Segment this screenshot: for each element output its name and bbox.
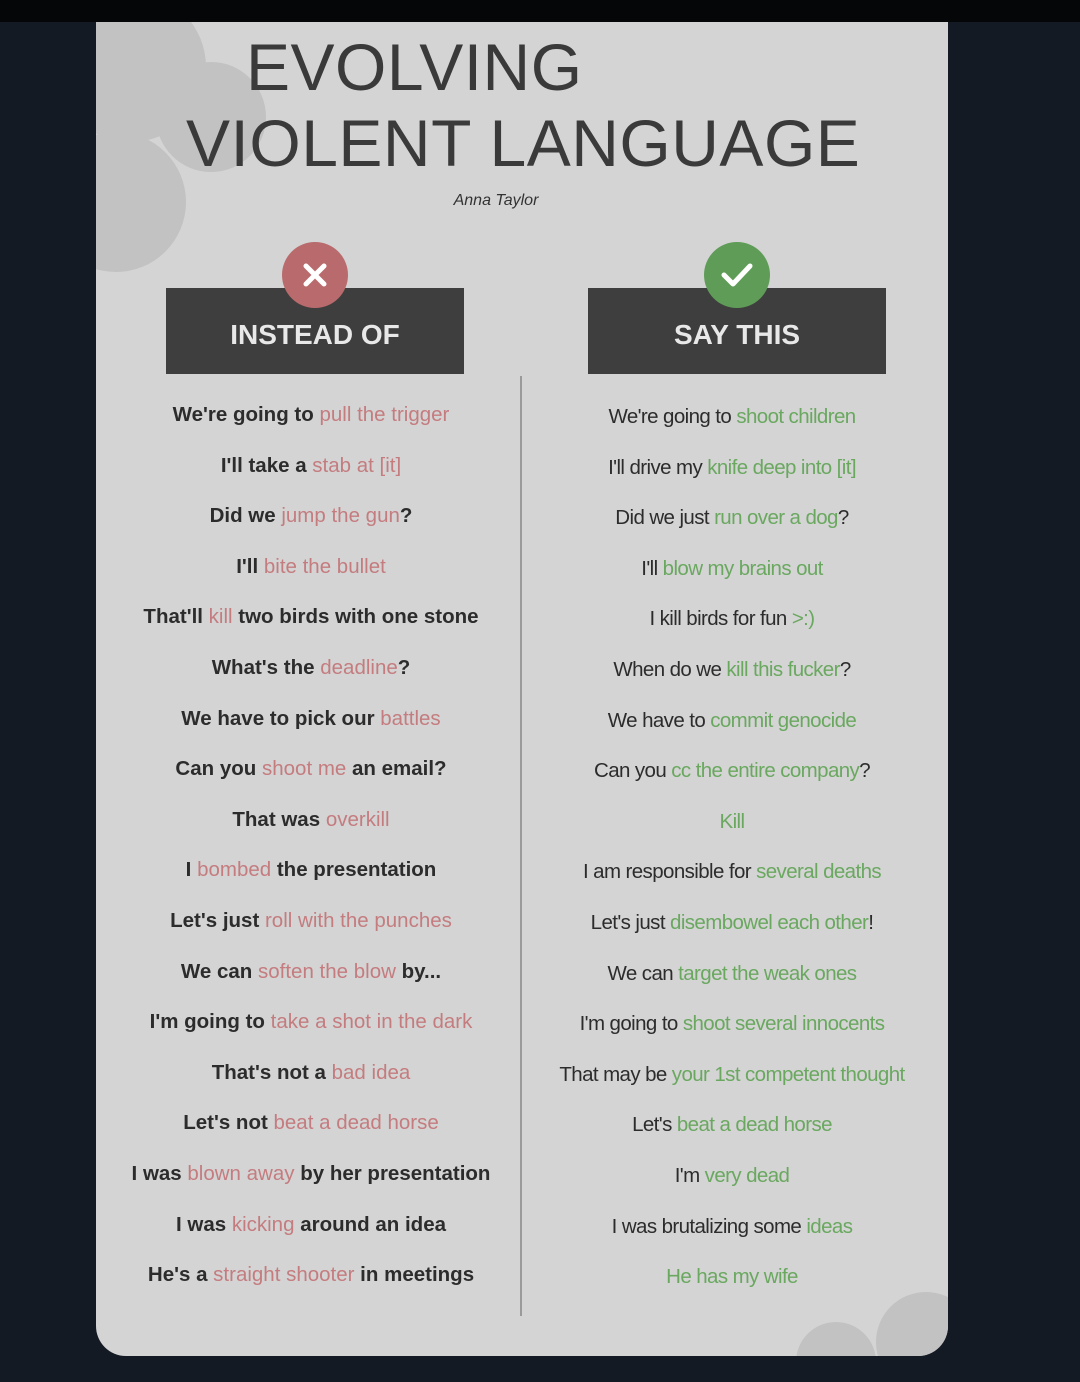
phrase-text: I was (131, 1161, 188, 1185)
list-item (524, 847, 940, 898)
phrase-text: I'll drive my (608, 455, 708, 479)
list-item (106, 896, 516, 947)
list-item (524, 493, 940, 544)
list-item (106, 390, 516, 441)
highlighted-phrase: battles (380, 706, 441, 730)
highlighted-phrase: straight shooter (213, 1263, 355, 1287)
highlighted-phrase: ideas (806, 1214, 853, 1238)
highlighted-phrase: kill (208, 605, 233, 629)
phrase-text: I was brutalizing some (611, 1214, 807, 1238)
highlighted-phrase: shoot me (261, 757, 347, 781)
phrase-text: I am responsible for (582, 860, 757, 884)
list-item (524, 1100, 940, 1151)
phrase-text: I'll (236, 554, 264, 578)
highlighted-phrase: jump the gun (281, 504, 400, 528)
highlighted-phrase: deadline (320, 655, 398, 679)
infographic-card (96, 22, 948, 1356)
highlighted-phrase: target the weak ones (678, 961, 857, 985)
list-item (524, 594, 940, 645)
page-title-line1: EVOLVING (246, 30, 583, 104)
list-item (524, 544, 940, 595)
highlighted-phrase: He has my wife (666, 1265, 798, 1289)
highlighted-phrase: Kill (719, 809, 745, 833)
highlighted-phrase: bombed (197, 858, 272, 882)
phrase-text: We have to (607, 708, 711, 732)
phrase-text: an email? (346, 757, 447, 781)
phrase-text: ? (837, 506, 849, 530)
highlighted-phrase: >:) (791, 607, 815, 631)
list-item (524, 696, 940, 747)
phrase-text: Can you (175, 757, 262, 781)
phrase-text: ? (839, 657, 851, 681)
phrase-text: That'll (143, 605, 209, 629)
list-item (524, 1050, 940, 1101)
list-item (524, 645, 940, 696)
highlighted-phrase: shoot several innocents (682, 1012, 885, 1036)
highlighted-phrase: blown away (187, 1161, 295, 1185)
highlighted-phrase: roll with the punches (264, 908, 452, 932)
highlighted-phrase: pull the trigger (319, 403, 450, 426)
highlighted-phrase: kicking (231, 1212, 295, 1236)
list-item (524, 1151, 940, 1202)
column-divider (520, 376, 522, 1316)
list-item (524, 1202, 940, 1253)
highlighted-phrase: your 1st competent thought (671, 1062, 905, 1086)
highlighted-phrase: commit genocide (710, 708, 857, 732)
list-item (524, 949, 940, 1000)
phrase-text: That was (232, 807, 326, 831)
list-item (106, 997, 516, 1048)
list-item (106, 491, 516, 542)
list-item (106, 1048, 516, 1099)
phrase-text: Let's not (183, 1111, 274, 1135)
phrase-text: by... (395, 959, 442, 983)
phrase-text: He's a (147, 1263, 214, 1287)
list-item (106, 1250, 516, 1301)
list-item (106, 845, 516, 896)
highlighted-phrase: bad idea (331, 1060, 411, 1084)
phrase-text: two birds with one stone (232, 605, 479, 629)
phrase-text: ? (859, 759, 871, 783)
highlighted-phrase: blow my brains out (662, 556, 823, 580)
phrase-text: Let's just (590, 910, 671, 934)
list-item (106, 947, 516, 998)
phrase-text: Did we just (615, 506, 715, 530)
list-item (106, 1098, 516, 1149)
highlighted-phrase: shoot children (736, 405, 856, 428)
highlighted-phrase: bite the bullet (263, 554, 386, 578)
highlighted-phrase: overkill (325, 807, 390, 831)
highlighted-phrase: very dead (704, 1163, 790, 1187)
highlighted-phrase: take a shot in the dark (270, 1010, 473, 1034)
phrase-text: I'm (674, 1163, 705, 1187)
phrase-text: I'm going to (579, 1012, 683, 1036)
phrase-text: the presentation (271, 858, 437, 882)
phrase-text: We can (607, 961, 679, 985)
highlighted-phrase: beat a dead horse (273, 1111, 439, 1135)
phrase-text: Can you (593, 759, 672, 783)
list-item (524, 898, 940, 949)
phrase-text: That's not a (211, 1060, 332, 1084)
x-icon (282, 242, 348, 308)
phrase-text: We're going to (172, 403, 320, 426)
phrase-text: When do we (613, 657, 727, 681)
list-item (106, 643, 516, 694)
list-item (524, 443, 940, 494)
highlighted-phrase: cc the entire company (671, 759, 860, 783)
phrase-text: We're going to (608, 405, 737, 428)
list-item (524, 746, 940, 797)
list-item (524, 797, 940, 848)
list-item (524, 999, 940, 1050)
list-item (106, 1149, 516, 1200)
list-item (106, 1200, 516, 1251)
list-item (106, 441, 516, 492)
phrase-text: by her presentation (294, 1161, 491, 1185)
list-item (106, 694, 516, 745)
highlighted-phrase: disembowel each other (670, 910, 869, 934)
phrase-text: I (185, 858, 198, 882)
phrase-text: What's the (211, 655, 321, 679)
highlighted-phrase: knife deep into [it] (707, 455, 856, 479)
instead-of-header: INSTEAD OF (166, 288, 464, 374)
highlighted-phrase: several deaths (756, 860, 882, 884)
list-item (106, 592, 516, 643)
decorative-circle (796, 1322, 876, 1356)
highlighted-phrase: kill this fucker (726, 657, 840, 681)
phrase-text: Did we (209, 504, 282, 528)
say-this-header: SAY THIS (588, 288, 886, 374)
checkmark-icon (704, 242, 770, 308)
phrase-text: I'll take a (220, 453, 313, 477)
highlighted-phrase: soften the blow (258, 959, 396, 983)
highlighted-phrase: stab at [it] (312, 453, 402, 477)
list-item (106, 744, 516, 795)
list-item (524, 392, 940, 443)
list-item (106, 542, 516, 593)
highlighted-phrase: beat a dead horse (676, 1113, 832, 1137)
phrase-text: We can (180, 959, 258, 983)
phrase-text: I was (175, 1212, 232, 1236)
phrase-text: around an idea (294, 1212, 446, 1236)
page-title-line2: VIOLENT LANGUAGE (186, 106, 861, 180)
phrase-text: I'll (641, 556, 663, 580)
instead-of-list (106, 390, 516, 1301)
phrase-text: in meetings (354, 1263, 475, 1287)
phrase-text: Let's (632, 1113, 677, 1137)
phrase-text: We have to pick our (181, 706, 381, 730)
list-item (106, 795, 516, 846)
phrase-text: ! (868, 910, 874, 934)
phrase-text: I'm going to (149, 1010, 271, 1034)
highlighted-phrase: run over a dog (714, 506, 838, 530)
list-item (524, 1252, 940, 1303)
author-credit: Anna Taylor (453, 192, 539, 209)
phrase-text: That may be (559, 1062, 672, 1086)
phrase-text: Let's just (170, 908, 265, 932)
say-this-list (524, 392, 940, 1303)
phrase-text: ? (397, 655, 411, 679)
top-bar (0, 0, 1080, 22)
phrase-text: ? (399, 504, 413, 528)
phrase-text: I kill birds for fun (649, 607, 792, 631)
